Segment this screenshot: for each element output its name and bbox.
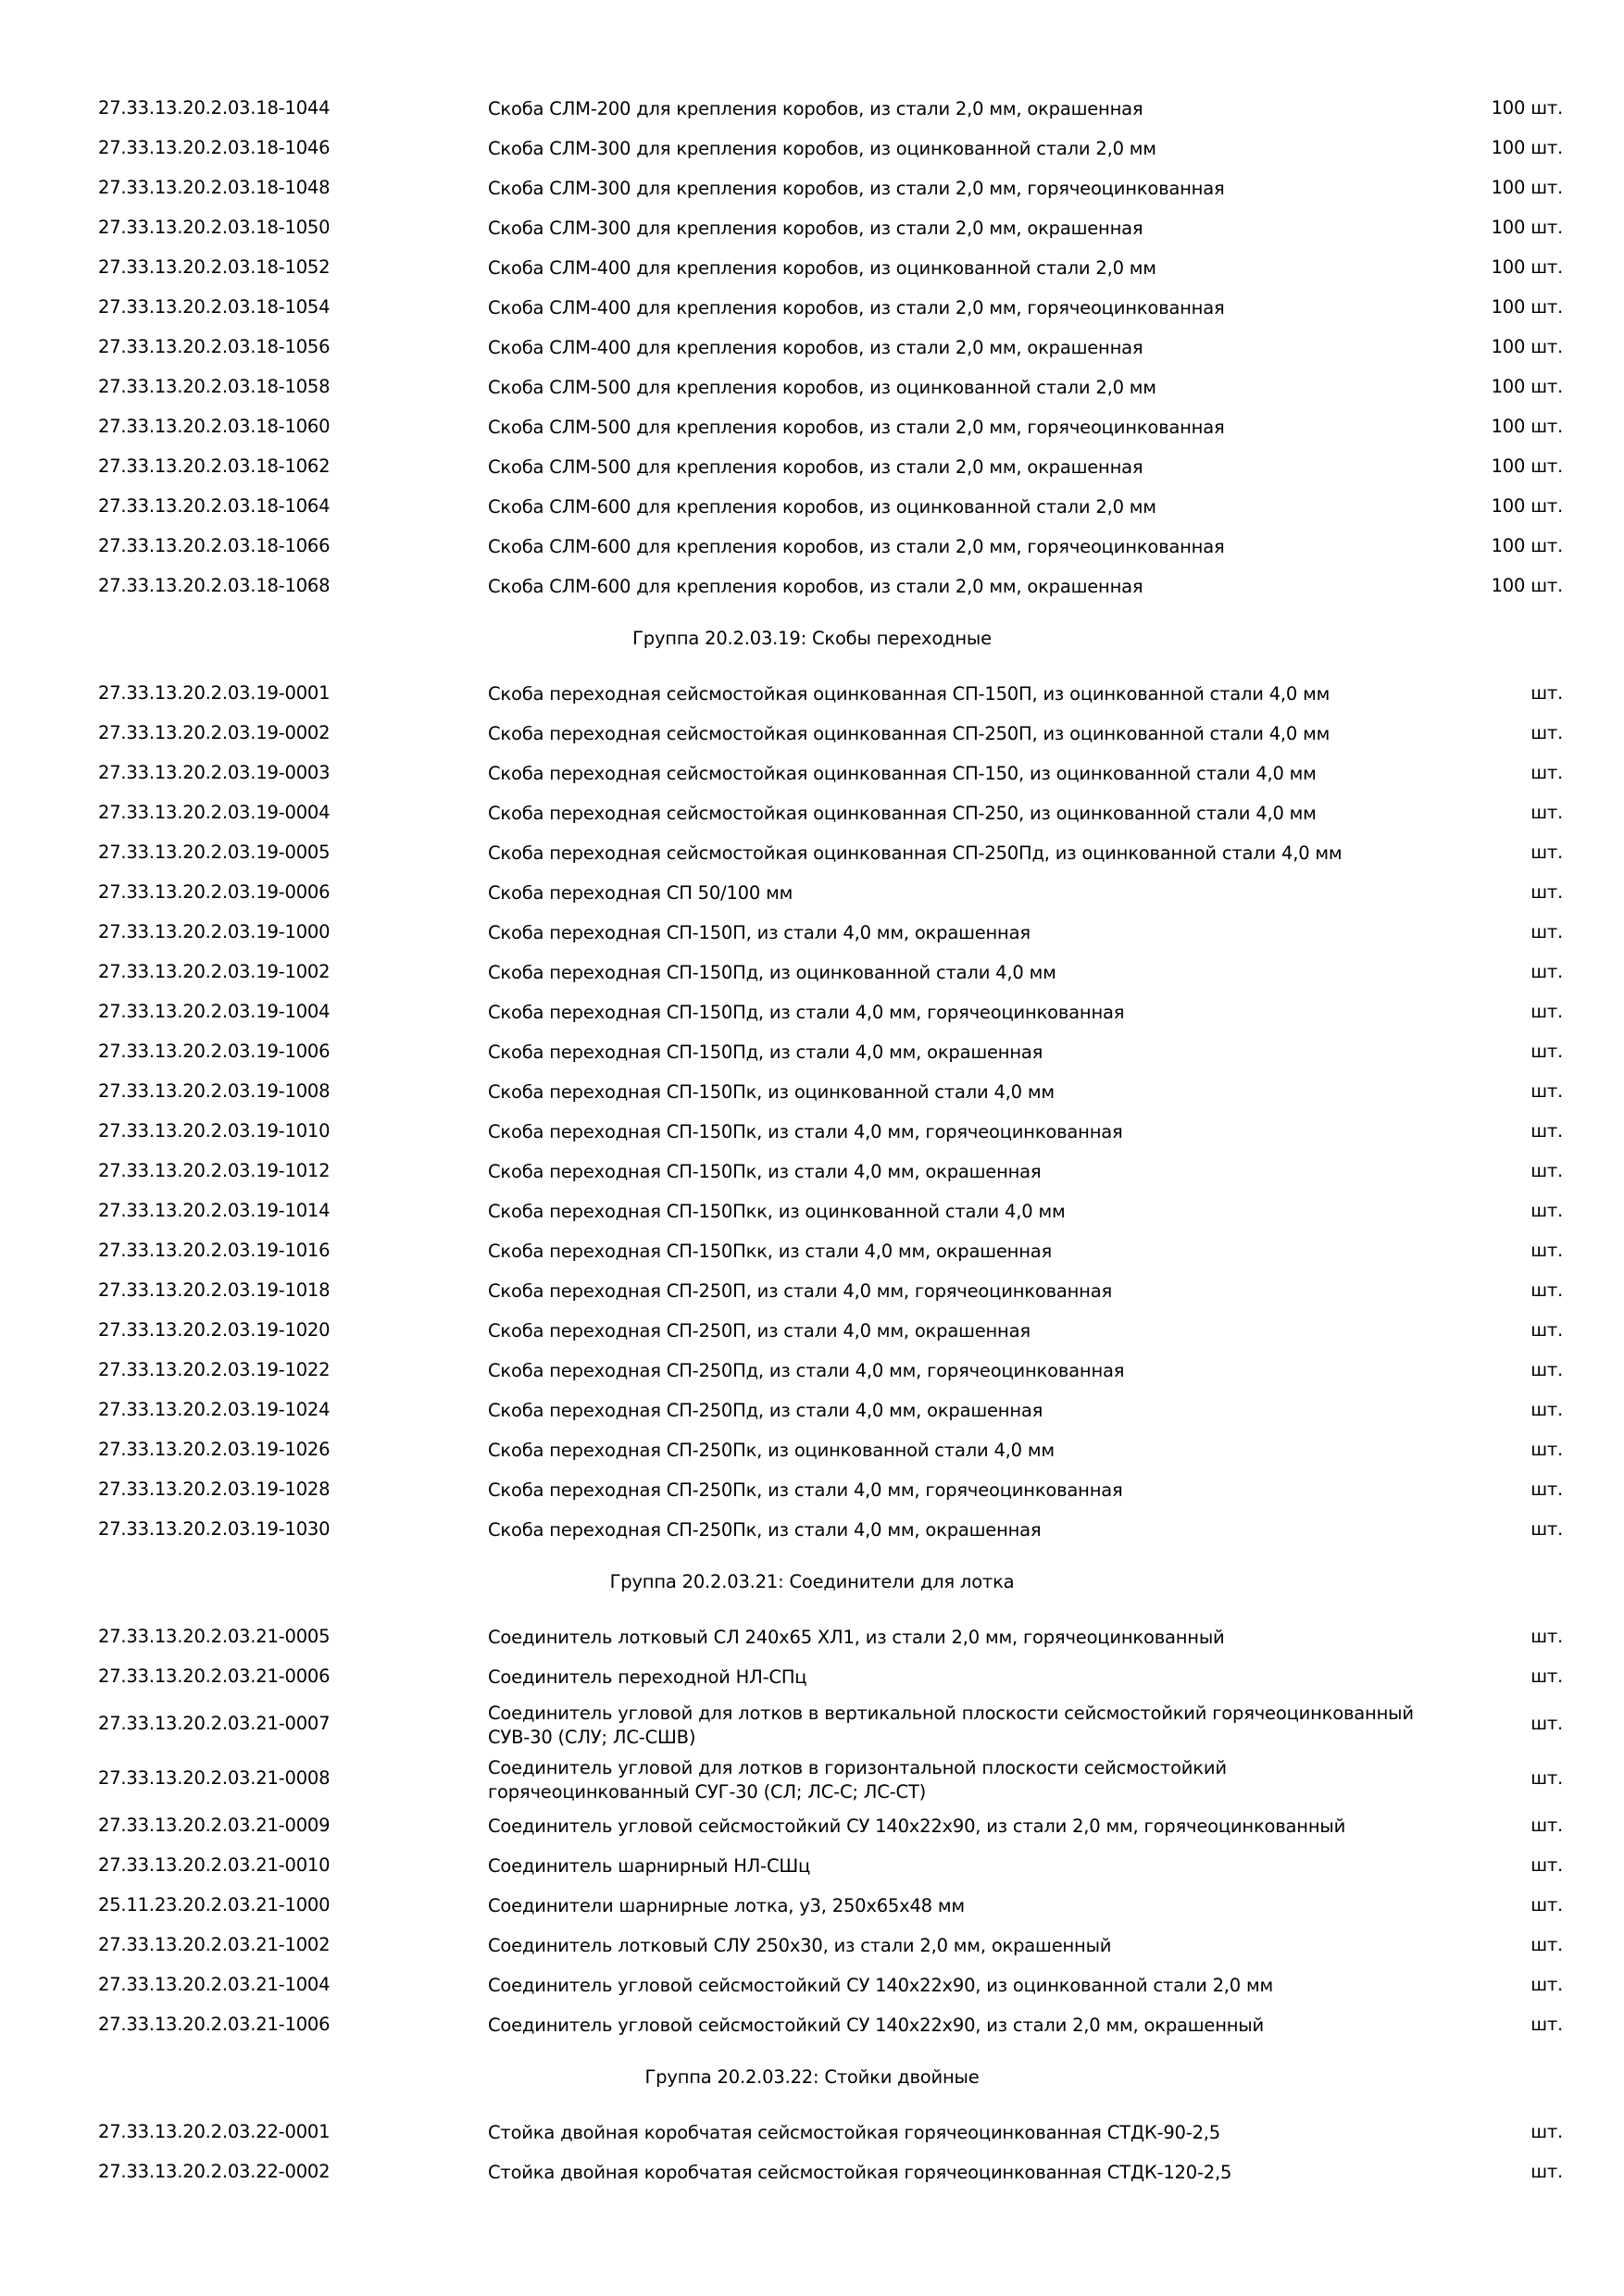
item-unit: 100 шт. (1491, 296, 1563, 318)
table-row (0, 1892, 1624, 1920)
item-code: 27.33.13.20.2.03.19-0002 (98, 722, 331, 743)
item-code: 27.33.13.20.2.03.18-1052 (98, 256, 331, 278)
item-code: 27.33.13.20.2.03.18-1064 (98, 495, 331, 517)
table-row (0, 1853, 1624, 1880)
item-unit: шт. (1530, 842, 1563, 863)
item-name: Скоба СЛМ-200 для крепления коробов, из стали 2,0 мм, окрашенная (488, 98, 1143, 119)
item-code: 27.33.13.20.2.03.19-1026 (98, 1439, 331, 1460)
item-name: Скоба СЛМ-400 для крепления коробов, из оцинкованной стали 2,0 мм (488, 257, 1156, 279)
table-row (0, 760, 1624, 788)
table-row (0, 2159, 1624, 2187)
item-unit: шт. (1530, 961, 1563, 982)
table-row (0, 95, 1624, 123)
table-row (0, 175, 1624, 203)
item-name: Скоба переходная СП 50/100 мм (488, 882, 793, 904)
table-row (0, 1437, 1624, 1465)
item-name: Скоба СЛМ-400 для крепления коробов, из стали 2,0 мм, горячеоцинкованная (488, 297, 1225, 318)
item-name: Скоба переходная СП-250Пк, из оцинкованной стали 4,0 мм (488, 1440, 1055, 1461)
item-code: 27.33.13.20.2.03.19-1002 (98, 961, 331, 982)
item-code: 27.33.13.20.2.03.18-1062 (98, 455, 331, 477)
item-name: Соединитель угловой для лотков в вертикальной плоскости сейсмостойкий горячеоцинкованный СУВ-30 (СЛУ; ЛС-СШВ) (488, 1703, 1414, 1748)
item-unit: шт. (1530, 802, 1563, 823)
item-code: 27.33.13.20.2.03.18-1046 (98, 137, 331, 158)
table-row (0, 1079, 1624, 1106)
item-unit: 100 шт. (1491, 137, 1563, 158)
item-name: Скоба СЛМ-500 для крепления коробов, из стали 2,0 мм, горячеоцинкованная (488, 417, 1225, 438)
item-name: Соединитель угловой сейсмостойкий СУ 140х22х90, из стали 2,0 мм, горячеоцинкованный (488, 1816, 1346, 1837)
item-name: Скоба переходная СП-250П, из стали 4,0 мм, горячеоцинкованная (488, 1280, 1112, 1302)
item-unit: 100 шт. (1491, 336, 1563, 357)
table-row (0, 454, 1624, 481)
item-code: 27.33.13.20.2.03.22-0002 (98, 2161, 331, 2182)
item-unit: 100 шт. (1491, 177, 1563, 198)
item-code: 27.33.13.20.2.03.21-0008 (98, 1767, 331, 1789)
item-unit: шт. (1530, 1767, 1563, 1789)
item-code: 27.33.13.20.2.03.21-0005 (98, 1626, 331, 1647)
item-code: 27.33.13.20.2.03.18-1048 (98, 177, 331, 198)
table-row (0, 1039, 1624, 1067)
item-unit: шт. (1530, 1518, 1563, 1540)
item-code: 27.33.13.20.2.03.21-1006 (98, 2014, 331, 2035)
table-row (0, 1664, 1624, 1691)
item-code: 27.33.13.20.2.03.19-1028 (98, 1479, 331, 1500)
item-name: Соединители шарнирные лотка, у3, 250х65х48 мм (488, 1895, 965, 1916)
item-code: 27.33.13.20.2.03.19-1022 (98, 1359, 331, 1380)
item-code: 27.33.13.20.2.03.19-1004 (98, 1001, 331, 1022)
item-unit: шт. (1530, 2161, 1563, 2182)
table-row (0, 1813, 1624, 1841)
item-code: 27.33.13.20.2.03.19-1024 (98, 1399, 331, 1420)
item-code: 27.33.13.20.2.03.18-1068 (98, 575, 331, 596)
item-code: 27.33.13.20.2.03.19-1012 (98, 1160, 331, 1181)
table-row (0, 959, 1624, 987)
item-code: 27.33.13.20.2.03.19-0005 (98, 842, 331, 863)
item-name: Скоба переходная СП-250Пд, из стали 4,0 мм, окрашенная (488, 1400, 1043, 1421)
item-name: Соединитель переходной НЛ-СПц (488, 1666, 807, 1688)
table-row (0, 1278, 1624, 1305)
item-unit: шт. (1530, 1815, 1563, 1836)
item-unit: шт. (1530, 722, 1563, 743)
item-unit: шт. (1530, 1626, 1563, 1647)
item-name: Скоба переходная СП-150Пкк, из стали 4,0 мм, окрашенная (488, 1241, 1053, 1262)
item-code: 27.33.13.20.2.03.19-1020 (98, 1319, 331, 1341)
item-name: Скоба переходная сейсмостойкая оцинкованная СП-250Пд, из оцинкованной стали 4,0 мм (488, 842, 1343, 864)
item-unit: шт. (1530, 1160, 1563, 1181)
table-row (0, 334, 1624, 362)
item-unit: шт. (1530, 1666, 1563, 1687)
item-unit: шт. (1530, 1319, 1563, 1341)
item-code: 27.33.13.20.2.03.21-0006 (98, 1666, 331, 1687)
table-row (0, 1158, 1624, 1186)
table-row (0, 1238, 1624, 1266)
item-code: 27.33.13.20.2.03.19-1008 (98, 1080, 331, 1102)
table-row (0, 2119, 1624, 2147)
item-unit: шт. (1530, 1479, 1563, 1500)
item-name: Скоба СЛМ-300 для крепления коробов, из стали 2,0 мм, горячеоцинкованная (488, 178, 1225, 199)
item-unit: 100 шт. (1491, 495, 1563, 517)
item-code: 27.33.13.20.2.03.19-0004 (98, 802, 331, 823)
item-unit: шт. (1530, 2014, 1563, 2035)
group-title: Группа 20.2.03.22: Стойки двойные (644, 2066, 980, 2088)
table-row (0, 135, 1624, 163)
item-code: 27.33.13.20.2.03.19-1018 (98, 1279, 331, 1301)
item-code: 27.33.13.20.2.03.21-0007 (98, 1713, 331, 1734)
table-row (0, 1703, 1624, 1748)
item-unit: шт. (1530, 682, 1563, 704)
item-code: 27.33.13.20.2.03.21-1002 (98, 1934, 331, 1955)
item-name: Скоба переходная СП-150Пк, из стали 4,0 мм, окрашенная (488, 1161, 1042, 1182)
table-row (0, 1516, 1624, 1544)
item-unit: шт. (1530, 762, 1563, 783)
table-row (0, 919, 1624, 947)
item-code: 27.33.13.20.2.03.21-1004 (98, 1974, 331, 1995)
table-row (0, 1118, 1624, 1146)
item-code: 27.33.13.20.2.03.18-1058 (98, 376, 331, 397)
item-unit: 100 шт. (1491, 376, 1563, 397)
item-name: Скоба переходная СП-250П, из стали 4,0 мм, окрашенная (488, 1320, 1031, 1341)
item-name: Соединитель угловой сейсмостойкий СУ 140х22х90, из стали 2,0 мм, окрашенный (488, 2015, 1264, 2036)
table-row (0, 1757, 1624, 1803)
item-unit: шт. (1530, 1439, 1563, 1460)
item-unit: шт. (1530, 1080, 1563, 1102)
table-row (0, 720, 1624, 748)
item-unit: шт. (1530, 1359, 1563, 1380)
item-name: Скоба переходная сейсмостойкая оцинкованная СП-150, из оцинкованной стали 4,0 мм (488, 763, 1317, 784)
item-name: Соединитель угловой сейсмостойкий СУ 140х22х90, из оцинкованной стали 2,0 мм (488, 1975, 1273, 1996)
item-unit: шт. (1530, 1200, 1563, 1221)
group-title: Группа 20.2.03.19: Скобы переходные (632, 628, 992, 649)
item-name: Скоба СЛМ-500 для крепления коробов, из стали 2,0 мм, окрашенная (488, 456, 1143, 478)
item-name: Соединитель лотковый СЛ 240х65 ХЛ1, из стали 2,0 мм, горячеоцинкованный (488, 1627, 1225, 1648)
item-name: Скоба переходная СП-150Пд, из оцинкованной стали 4,0 мм (488, 962, 1056, 983)
item-code: 27.33.13.20.2.03.19-1016 (98, 1240, 331, 1261)
item-unit: шт. (1530, 1894, 1563, 1915)
table-row (0, 800, 1624, 828)
item-name: Соединитель лотковый СЛУ 250х30, из стали 2,0 мм, окрашенный (488, 1935, 1112, 1956)
table-row (0, 414, 1624, 442)
table-row (0, 1972, 1624, 2000)
item-code: 27.33.13.20.2.03.19-1014 (98, 1200, 331, 1221)
table-row (0, 680, 1624, 708)
group-title: Группа 20.2.03.21: Соединители для лотка (609, 1571, 1015, 1592)
item-unit: шт. (1530, 921, 1563, 942)
item-code: 27.33.13.20.2.03.19-1006 (98, 1041, 331, 1062)
item-name: Скоба переходная сейсмостойкая оцинкованная СП-150П, из оцинкованной стали 4,0 мм (488, 683, 1330, 705)
item-name: Соединитель шарнирный НЛ-СШц (488, 1855, 811, 1877)
table-row (0, 1932, 1624, 1960)
item-code: 27.33.13.20.2.03.18-1060 (98, 416, 331, 437)
item-name: Скоба СЛМ-600 для крепления коробов, из оцинкованной стали 2,0 мм (488, 496, 1156, 518)
item-unit: шт. (1530, 1279, 1563, 1301)
item-unit: шт. (1530, 1974, 1563, 1995)
table-row (0, 840, 1624, 867)
item-code: 27.33.13.20.2.03.19-0003 (98, 762, 331, 783)
item-name: Скоба переходная СП-150Пкк, из оцинкованной стали 4,0 мм (488, 1201, 1066, 1222)
item-name: Скоба СЛМ-400 для крепления коробов, из стали 2,0 мм, окрашенная (488, 337, 1143, 358)
item-name: Скоба СЛМ-300 для крепления коробов, из оцинкованной стали 2,0 мм (488, 138, 1156, 159)
item-code: 27.33.13.20.2.03.22-0001 (98, 2121, 331, 2142)
item-name: Скоба переходная сейсмостойкая оцинкованная СП-250, из оцинкованной стали 4,0 мм (488, 803, 1317, 824)
table-row (0, 2012, 1624, 2040)
item-unit: шт. (1530, 2121, 1563, 2142)
table-row (0, 999, 1624, 1027)
table-row (0, 374, 1624, 402)
item-unit: шт. (1530, 1399, 1563, 1420)
table-row (0, 1397, 1624, 1425)
table-row (0, 1624, 1624, 1652)
item-unit: 100 шт. (1491, 217, 1563, 238)
item-name: Скоба переходная СП-250Пд, из стали 4,0 мм, горячеоцинкованная (488, 1360, 1125, 1381)
item-unit: шт. (1530, 1001, 1563, 1022)
item-name: Скоба переходная СП-150Пк, из стали 4,0 мм, горячеоцинкованная (488, 1121, 1123, 1142)
item-name: Скоба переходная СП-150Пд, из стали 4,0 мм, окрашенная (488, 1042, 1043, 1063)
item-unit: шт. (1530, 1120, 1563, 1142)
item-unit: шт. (1530, 1713, 1563, 1734)
item-name: Скоба переходная СП-250Пк, из стали 4,0 мм, горячеоцинкованная (488, 1479, 1123, 1501)
table-row (0, 533, 1624, 561)
table-row (0, 255, 1624, 282)
item-code: 25.11.23.20.2.03.21-1000 (98, 1894, 331, 1915)
item-unit: 100 шт. (1491, 575, 1563, 596)
item-code: 27.33.13.20.2.03.18-1056 (98, 336, 331, 357)
table-row (0, 493, 1624, 521)
table-row (0, 215, 1624, 243)
table-row (0, 1357, 1624, 1385)
item-code: 27.33.13.20.2.03.19-0006 (98, 881, 331, 903)
item-unit: шт. (1530, 881, 1563, 903)
item-name: Скоба переходная СП-150Пд, из стали 4,0 мм, горячеоцинкованная (488, 1002, 1125, 1023)
item-unit: 100 шт. (1491, 97, 1563, 119)
item-code: 27.33.13.20.2.03.19-1010 (98, 1120, 331, 1142)
item-unit: шт. (1530, 1854, 1563, 1876)
item-name: Скоба СЛМ-600 для крепления коробов, из стали 2,0 мм, окрашенная (488, 576, 1143, 597)
item-code: 27.33.13.20.2.03.21-0010 (98, 1854, 331, 1876)
item-name: Скоба СЛМ-500 для крепления коробов, из оцинкованной стали 2,0 мм (488, 377, 1156, 398)
item-name: Стойка двойная коробчатая сейсмостойкая горячеоцинкованная СТДК-120-2,5 (488, 2162, 1232, 2183)
table-row (0, 880, 1624, 907)
table-row (0, 294, 1624, 322)
item-code: 27.33.13.20.2.03.19-1000 (98, 921, 331, 942)
table-row (0, 1477, 1624, 1504)
item-code: 27.33.13.20.2.03.18-1050 (98, 217, 331, 238)
item-name: Скоба переходная СП-150Пк, из оцинкованной стали 4,0 мм (488, 1081, 1055, 1103)
item-code: 27.33.13.20.2.03.18-1054 (98, 296, 331, 318)
item-unit: 100 шт. (1491, 416, 1563, 437)
item-unit: шт. (1530, 1041, 1563, 1062)
item-unit: 100 шт. (1491, 455, 1563, 477)
item-name: Скоба переходная сейсмостойкая оцинкованная СП-250П, из оцинкованной стали 4,0 мм (488, 723, 1330, 744)
item-unit: 100 шт. (1491, 256, 1563, 278)
item-code: 27.33.13.20.2.03.19-0001 (98, 682, 331, 704)
item-name: Стойка двойная коробчатая сейсмостойкая горячеоцинкованная СТДК-90-2,5 (488, 2122, 1221, 2143)
table-row (0, 1198, 1624, 1226)
table-row (0, 573, 1624, 601)
item-name: Соединитель угловой для лотков в горизонтальной плоскости сейсмостойкий горячеоцинкованный СУГ-30 (СЛ; ЛС-С; ЛС-СТ) (488, 1757, 1227, 1803)
item-name: Скоба переходная СП-250Пк, из стали 4,0 мм, окрашенная (488, 1519, 1042, 1541)
item-unit: шт. (1530, 1934, 1563, 1955)
item-code: 27.33.13.20.2.03.21-0009 (98, 1815, 331, 1836)
table-row (0, 1317, 1624, 1345)
item-name: Скоба переходная СП-150П, из стали 4,0 мм, окрашенная (488, 922, 1031, 943)
item-code: 27.33.13.20.2.03.19-1030 (98, 1518, 331, 1540)
item-code: 27.33.13.20.2.03.18-1044 (98, 97, 331, 119)
item-code: 27.33.13.20.2.03.18-1066 (98, 535, 331, 556)
item-unit: 100 шт. (1491, 535, 1563, 556)
item-name: Скоба СЛМ-600 для крепления коробов, из стали 2,0 мм, горячеоцинкованная (488, 536, 1225, 557)
item-unit: шт. (1530, 1240, 1563, 1261)
item-name: Скоба СЛМ-300 для крепления коробов, из стали 2,0 мм, окрашенная (488, 218, 1143, 239)
